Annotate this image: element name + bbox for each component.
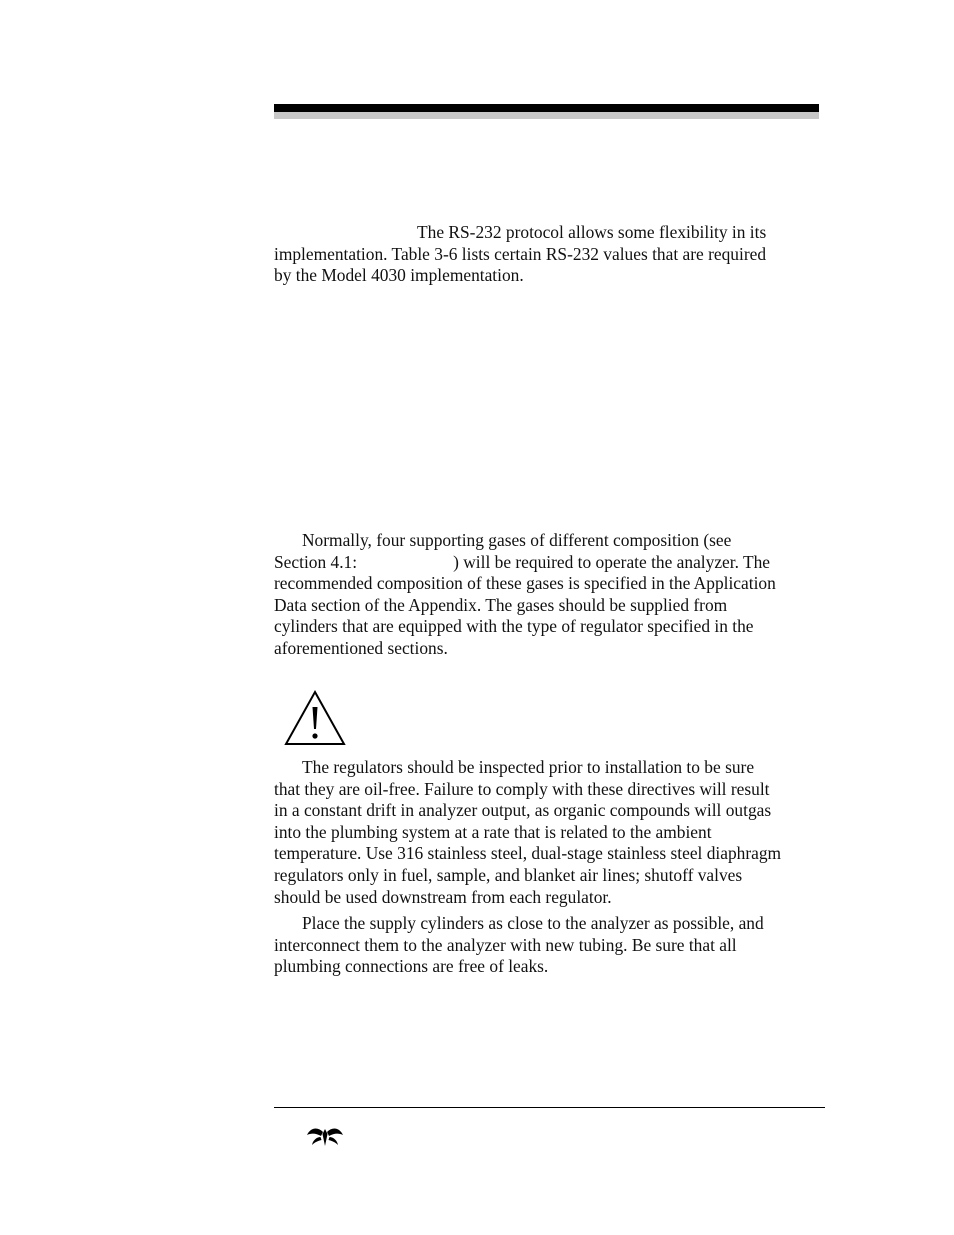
caution-triangle-icon bbox=[283, 689, 347, 747]
cylinders-line-3: plumbing connections are free of leaks. bbox=[274, 956, 549, 977]
regulator-line-2: that they are oil-free. Failure to comply with these directives will result bbox=[274, 778, 770, 799]
gases-line-5: cylinders that are equipped with the type of regulator specified in the bbox=[274, 616, 754, 637]
regulator-line-6: regulators only in fuel, sample, and blanket air lines; shutoff valves bbox=[274, 864, 743, 885]
gases-line-2-rest: ) will be required to operate the analyzer. The bbox=[453, 551, 771, 572]
rs232-line-3: by the Model 4030 implementation. bbox=[274, 265, 524, 286]
regulator-line-7: should be used downstream from each regulator. bbox=[274, 886, 612, 907]
header-rule-shadow bbox=[274, 112, 819, 119]
gases-line-2 bbox=[274, 552, 822, 574]
cylinders-paragraph bbox=[274, 913, 822, 978]
rs232-line-1: The RS-232 protocol allows some flexibility in its bbox=[417, 222, 767, 242]
gases-line-1: Normally, four supporting gases of different composition (see bbox=[302, 530, 732, 550]
gases-line-6: aforementioned sections. bbox=[274, 637, 448, 658]
regulator-line-1: The regulators should be inspected prior to installation to be sure bbox=[302, 757, 755, 777]
rs232-line-2: implementation. Table 3-6 lists certain RS-232 values that are required bbox=[274, 243, 767, 264]
cylinders-line-1: Place the supply cylinders as close to the analyzer as possible, and bbox=[302, 913, 764, 933]
regulator-line-4: into the plumbing system at a rate that is related to the ambient bbox=[274, 821, 712, 842]
gases-line-4: Data section of the Appendix. The gases should be supplied from bbox=[274, 594, 728, 615]
cylinders-line-2: interconnect them to the analyzer with new tubing. Be sure that all bbox=[274, 934, 737, 955]
regulator-line-5: temperature. Use 316 stainless steel, dual-stage stainless steel diaphragm bbox=[274, 843, 782, 864]
gases-line-3: recommended composition of these gases is specified in the Application bbox=[274, 573, 776, 594]
gases-paragraph bbox=[274, 530, 822, 660]
regulator-paragraph bbox=[274, 757, 822, 908]
footer-rule bbox=[274, 1107, 825, 1108]
section-reference: Section 4.1: bbox=[274, 551, 358, 572]
regulator-line-3: in a constant drift in analyzer output, as organic compounds will outgas bbox=[274, 800, 772, 821]
header-rule bbox=[274, 104, 819, 112]
rs232-paragraph bbox=[274, 222, 822, 287]
teledyne-logo-icon bbox=[306, 1125, 344, 1147]
